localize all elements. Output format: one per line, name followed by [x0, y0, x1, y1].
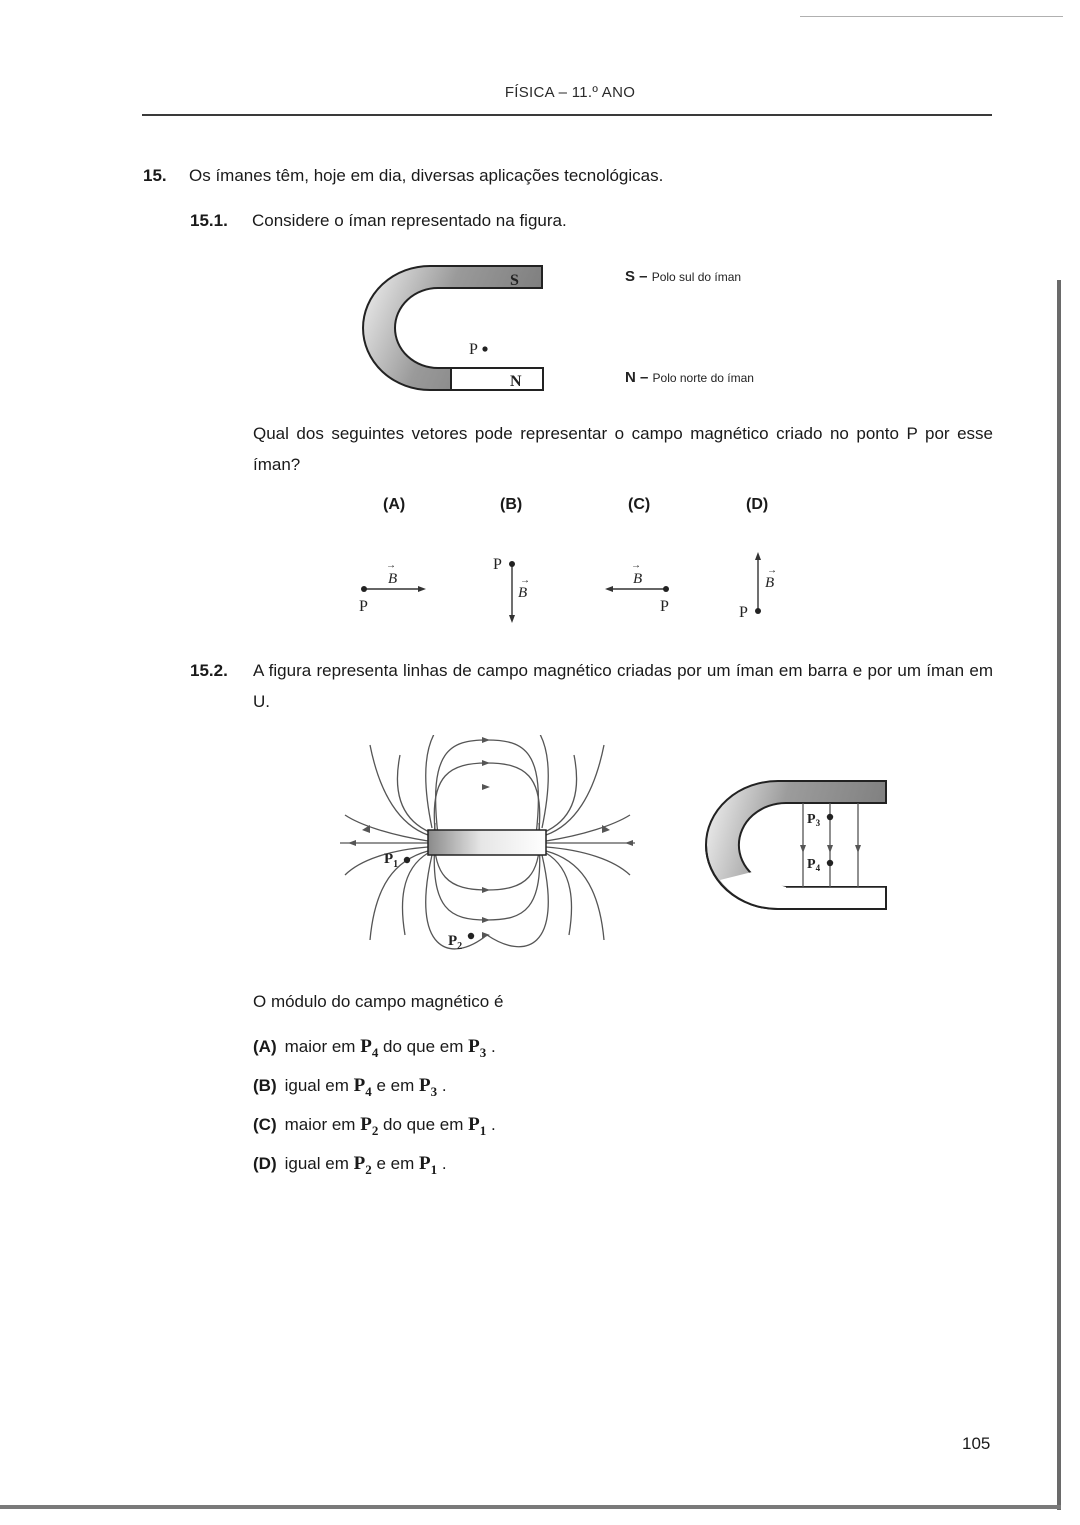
bar-magnet-field-figure	[340, 735, 640, 950]
question-15-2-intro: A figura representa linhas de campo magnético criadas por um íman em barra e por um íman em U.	[253, 661, 993, 711]
answer-option-b[interactable]: (B) igual em $P_4$ e em $P_3$ .	[253, 1075, 447, 1099]
legend-south: S – Polo sul do íman	[625, 268, 742, 285]
point-p-dot	[482, 346, 487, 351]
question-15-2-number: 15.2.	[190, 661, 228, 680]
option-d-vector[interactable]	[735, 548, 795, 626]
running-header: FÍSICA – 11.º ANO	[504, 84, 636, 101]
point-p-label: P	[469, 341, 478, 358]
svg-text:→: →	[767, 565, 777, 576]
svg-text:B: B	[518, 585, 528, 601]
question-15-1-intro: Considere o íman representado na figura.	[252, 211, 567, 230]
option-b-label[interactable]: (B)	[500, 496, 523, 513]
option-b-vector[interactable]	[488, 552, 548, 627]
option-c-vector[interactable]	[598, 555, 688, 620]
u-magnet-figure	[355, 258, 555, 398]
question-15-1-prompt: Qual dos seguintes vetores pode representar o campo magnético criado no ponto P por esse íman?	[253, 424, 993, 474]
question-15-2-stem: O módulo do campo magnético é	[253, 992, 504, 1011]
question-15-1-number: 15.1.	[190, 211, 228, 230]
u-magnet-field-figure	[700, 775, 900, 915]
p2-label: $P_2$	[448, 933, 463, 950]
option-a-vector[interactable]	[350, 555, 440, 620]
svg-text:P: P	[739, 604, 748, 621]
pole-n-label: N	[510, 373, 522, 390]
svg-text:P: P	[493, 556, 502, 573]
p1-label: $P_1$	[384, 851, 399, 870]
p4-label: $P_4$	[807, 857, 821, 873]
page-number: 105	[962, 1434, 991, 1453]
svg-text:B: B	[388, 571, 398, 587]
svg-text:→: →	[520, 575, 530, 586]
answer-option-a[interactable]: (A) maior em $P_4$ do que em $P_3$ .	[253, 1036, 496, 1060]
svg-text:B: B	[765, 575, 775, 591]
page-edge-right	[1057, 280, 1061, 1510]
header-divider	[142, 114, 992, 116]
svg-text:→: →	[386, 560, 396, 571]
answer-option-d[interactable]: (D) igual em $P_2$ e em $P_1$ .	[253, 1153, 447, 1177]
svg-text:B: B	[633, 571, 643, 587]
option-c-label[interactable]: (C)	[628, 496, 651, 513]
legend-north: N – Polo norte do íman	[625, 369, 754, 386]
question-15-number: 15.	[143, 166, 167, 185]
svg-text:P: P	[660, 598, 669, 615]
answer-option-c[interactable]: (C) maior em $P_2$ do que em $P_1$ .	[253, 1114, 496, 1138]
option-a-label[interactable]: (A)	[383, 496, 406, 513]
svg-text:P: P	[359, 598, 368, 615]
p3-label: $P_3$	[807, 812, 821, 828]
svg-text:→: →	[631, 560, 641, 571]
scan-edge-top	[800, 16, 1063, 17]
page-edge-bottom	[0, 1505, 1061, 1509]
option-d-label[interactable]: (D)	[746, 496, 769, 513]
pole-s-label: S	[510, 272, 519, 289]
question-15-text: Os ímanes têm, hoje em dia, diversas aplicações tecnológicas.	[189, 166, 664, 185]
